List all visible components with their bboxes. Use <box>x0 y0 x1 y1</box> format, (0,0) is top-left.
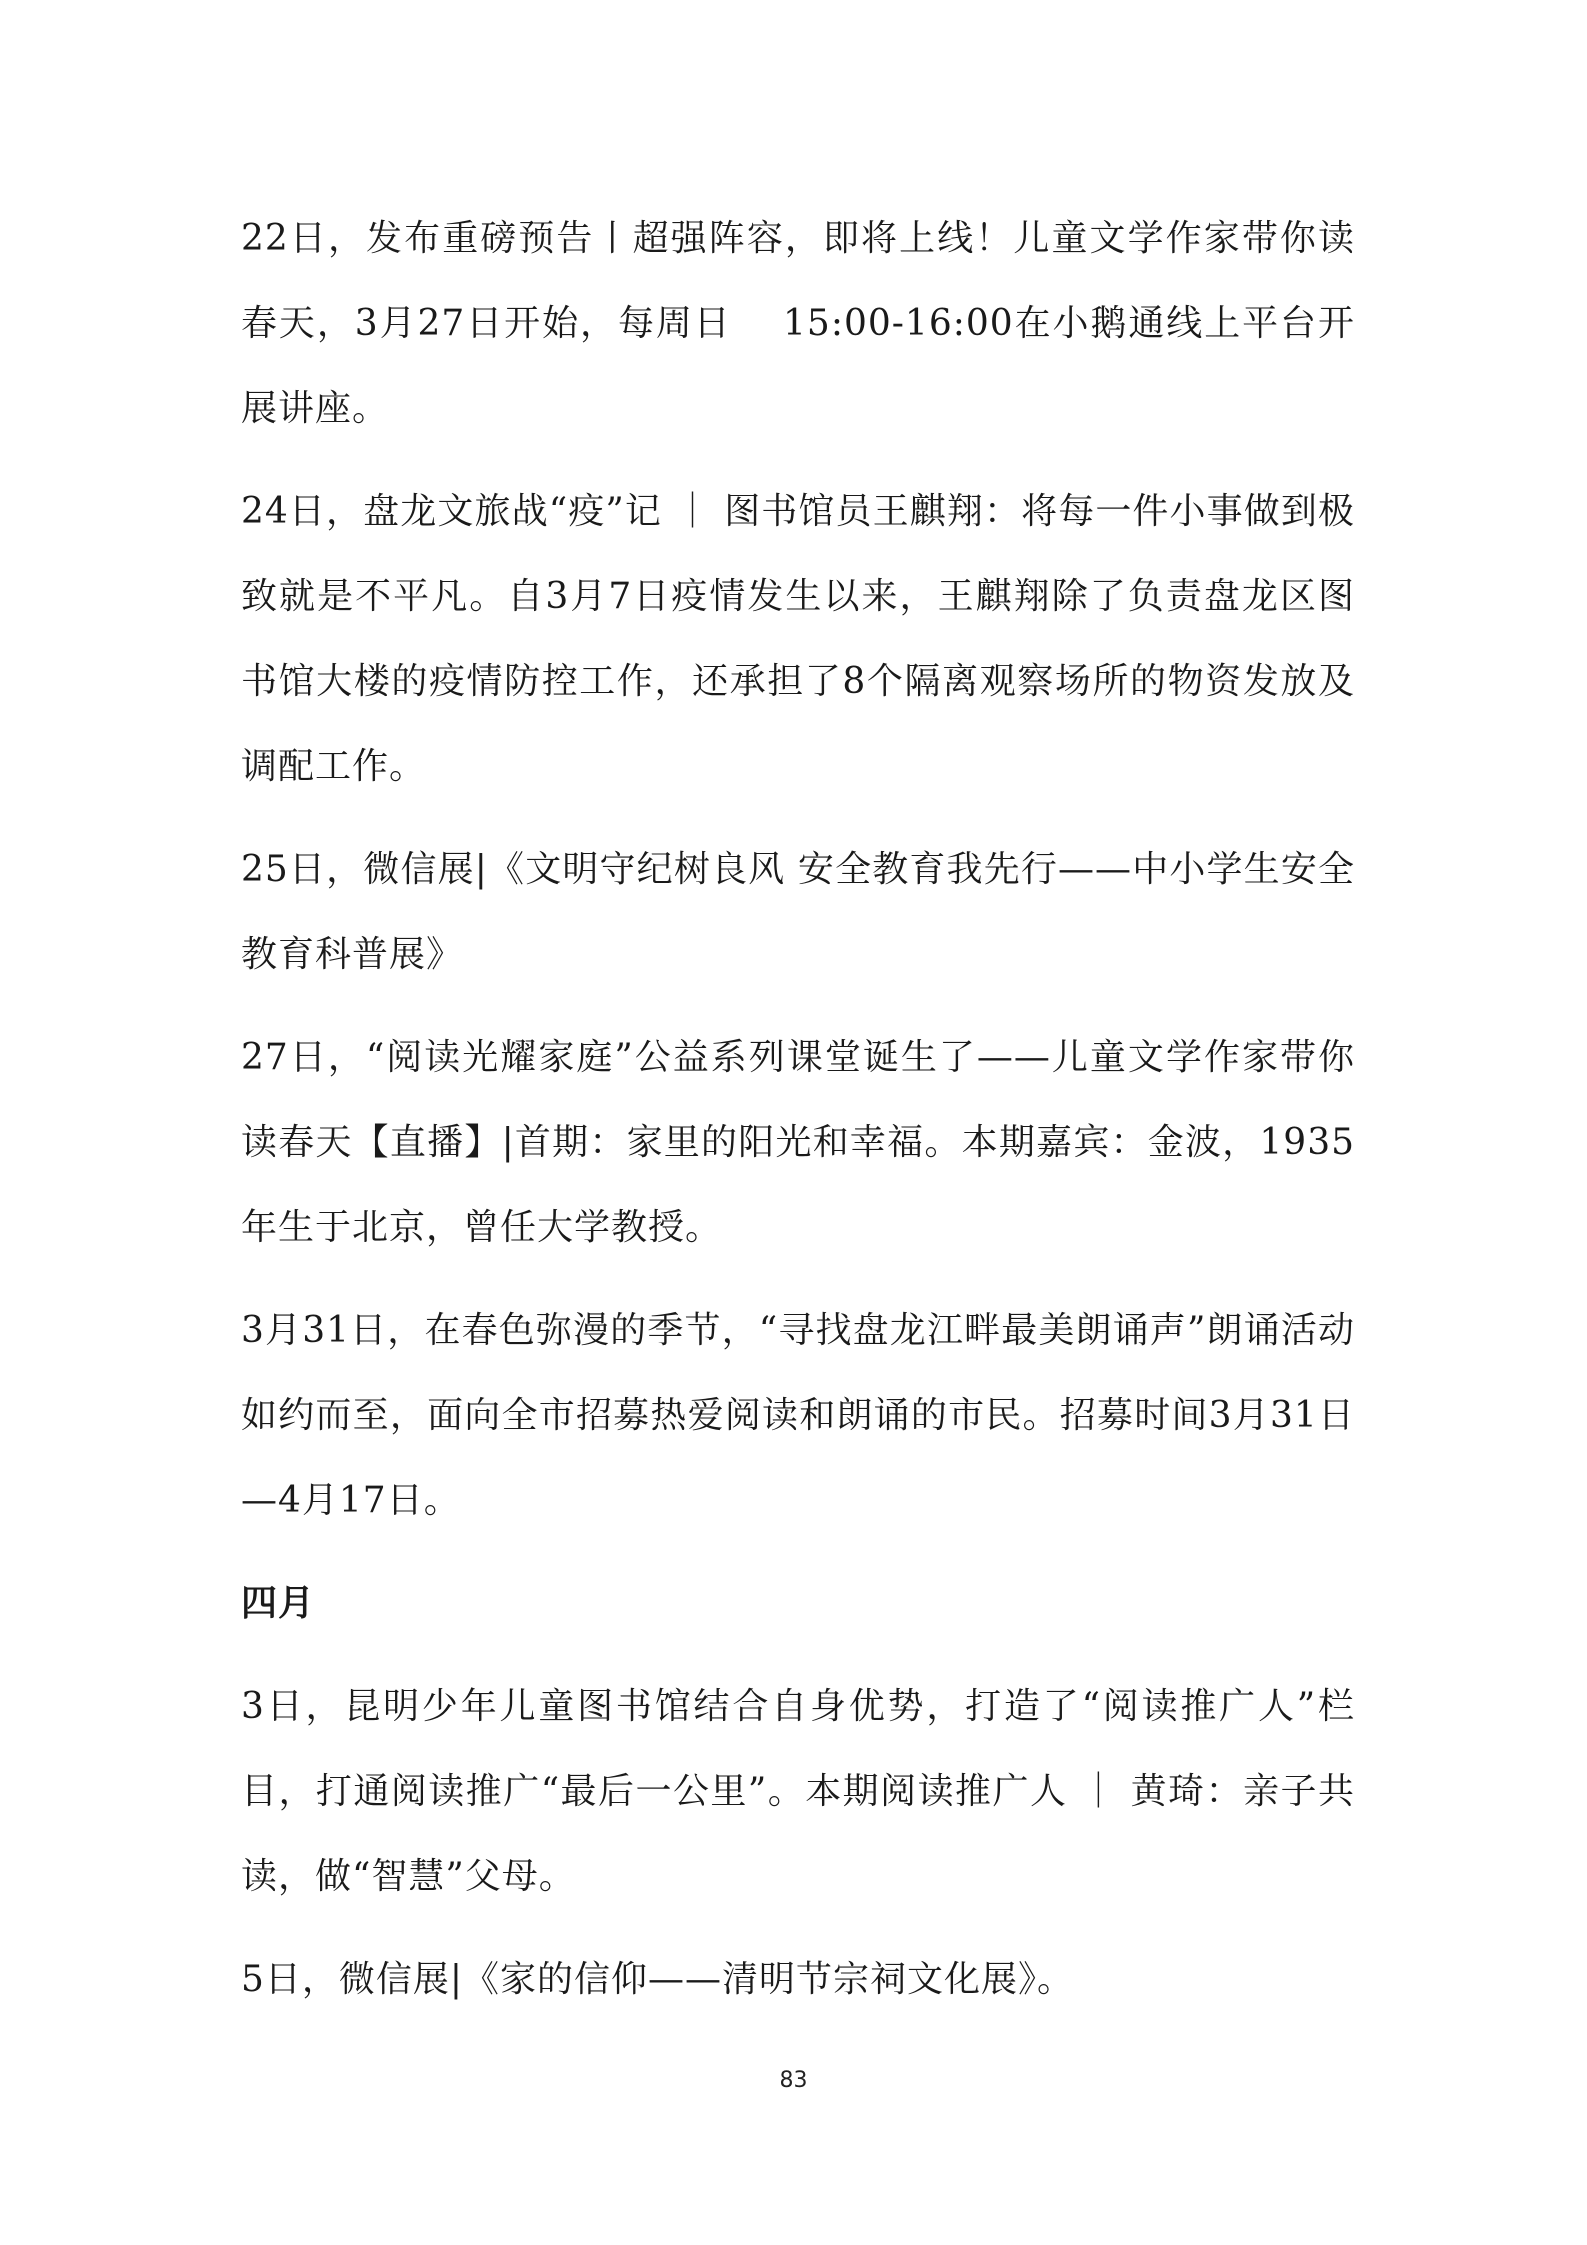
paragraph-mar-24: 24日，盘龙文旅战“疫”记 ｜ 图书馆员王麒翔：将每一件小事做到极致就是不平凡。自3月7日疫情发生以来，王麒翔除了负责盘龙区图书馆大楼的疫情防控工作，还承担了8个隔离观察场所的物资发放及调配工作。 <box>241 491 1355 787</box>
paragraph-mar-31: 3月31日，在春色弥漫的季节，“寻找盘龙江畔最美朗诵声”朗诵活动如约而至，面向全市招募热爱阅读和朗诵的市民。招募时间3月31日—4月17日。 <box>241 1310 1355 1521</box>
paragraph-apr-3: 3日，昆明少年儿童图书馆结合自身优势，打造了“阅读推广人”栏目，打通阅读推广“最后一公里”。本期阅读推广人 ｜ 黄琦：亲子共读，做“智慧”父母。 <box>241 1686 1355 1897</box>
paragraph-mar-22: 22日，发布重磅预告丨超强阵容，即将上线！儿童文学作家带你读春天，3月27日开始，每周日 15:00-16:00在小鹅通线上平台开展讲座。 <box>241 218 1355 429</box>
paragraph-mar-27: 27日，“阅读光耀家庭”公益系列课堂诞生了——儿童文学作家带你读春天【直播】|首期：家里的阳光和幸福。本期嘉宾：金波，1935年生于北京，曾任大学教授。 <box>241 1037 1355 1248</box>
section-heading-april: 四月 <box>241 1582 316 1624</box>
paragraph-apr-5: 5日，微信展|《家的信仰——清明节宗祠文化展》。 <box>241 1959 1075 2000</box>
document-body <box>241 196 1355 2040</box>
page-number: 83 <box>779 2068 808 2093</box>
paragraph-mar-25: 25日，微信展|《文明守纪树良风 安全教育我先行——中小学生安全教育科普展》 <box>241 849 1355 975</box>
